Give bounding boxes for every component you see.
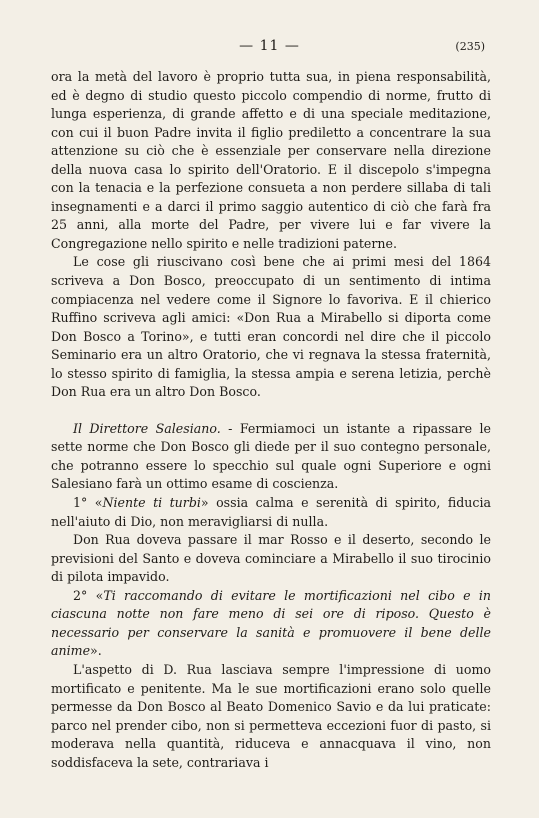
paragraph: Le cose gli riuscivano così bene che ai primi mesi del 1864 scriveva a Don Bosco, preoccupato di un sentimento di intima compiacenza nel vedere come il Signore lo favoriva. E il chierico Ruffino scriveva agli amici: «Don Rua a Mirabello si diporta come Don Bosco a Torino», e tutti eran concordi nel dire che il piccolo Seminario era un altro Oratorio, che vi regnava la stessa fraternità, lo stesso spirito di famiglia, la stessa ampia e serena letizia, perchè Don Rua era un altro Don Bosco. bbox=[51, 254, 491, 400]
print-sheet-number: (235) bbox=[455, 40, 485, 53]
rule-paragraph bbox=[51, 587, 491, 661]
section-heading: Il Direttore Salesiano. bbox=[73, 420, 221, 436]
rule-quote: Niente ti turbi bbox=[102, 495, 201, 511]
paragraph: L'aspetto di D. Rua lasciava sempre l'impressione di uomo mortificato e penitente. Ma le sue mortificazioni erano solo quelle permesse da Don Bosco al Beato Domenico Savio e da lui praticate: parco nel prender cibo, non si permetteva eccezioni fuor di pasto, si moderava nella quantità, riduceva e annacquava il vino, non soddisfaceva la sete, contrariava i bbox=[51, 661, 491, 770]
paragraph: Don Rua doveva passare il mar Rosso e il deserto, secondo le previsioni del Santo e doveva cominciare a Mirabello il suo tirocinio di pilota impavido. bbox=[51, 532, 491, 585]
rule-quote: Ti raccomando di evitare le mortificazioni nel cibo e in ciascuna notte non fare meno di sei ore di riposo. Questo è necessario per conservare la sanità e promuovere il bene delle anime bbox=[51, 587, 491, 659]
paragraph-text: » ossia calma e serenità di spirito, fiducia nell'aiuto di Dio, non meravigliarsi di nulla. bbox=[51, 495, 491, 529]
paragraph-text: - Fermiamoci un istante a ripassare le sette norme che Don Bosco gli diede per il suo contegno personale, che potranno essere lo specchio sul quale ogni Superiore e ogni Salesiano farà un ottimo esame di coscienza. bbox=[51, 420, 492, 492]
quote-close: ». bbox=[90, 643, 102, 659]
rule-number: 2° « bbox=[73, 587, 104, 603]
page-number: — 11 — bbox=[239, 38, 300, 54]
page-header bbox=[0, 38, 539, 56]
section-paragraph bbox=[51, 420, 491, 494]
rule-paragraph bbox=[51, 494, 491, 531]
body-text bbox=[51, 68, 491, 772]
paragraph: ora la metà del lavoro è proprio tutta sua, in piena responsabilità, ed è degno di studio questo piccolo compendio di norme, frutto di lunga esperienza, di grande affetto e di una speciale meditazione, con cui il buon Padre invita il figlio prediletto a concentrare la sua attenzione su ciò che è essenziale per conservare nella direzione della nuova casa lo spirito dell'Oratorio. E il discepolo s'impegna con la tenacia e la perfezione consueta a non perdere sillaba di tali insegnamenti e a darci il primo saggio autentico di ciò che farà fra 25 anni, alla morte del Padre, per vivere lui e far vivere la Congregazione nello spirito e nelle tradizioni paterne. bbox=[51, 69, 491, 251]
rule-number: 1° « bbox=[73, 495, 103, 511]
